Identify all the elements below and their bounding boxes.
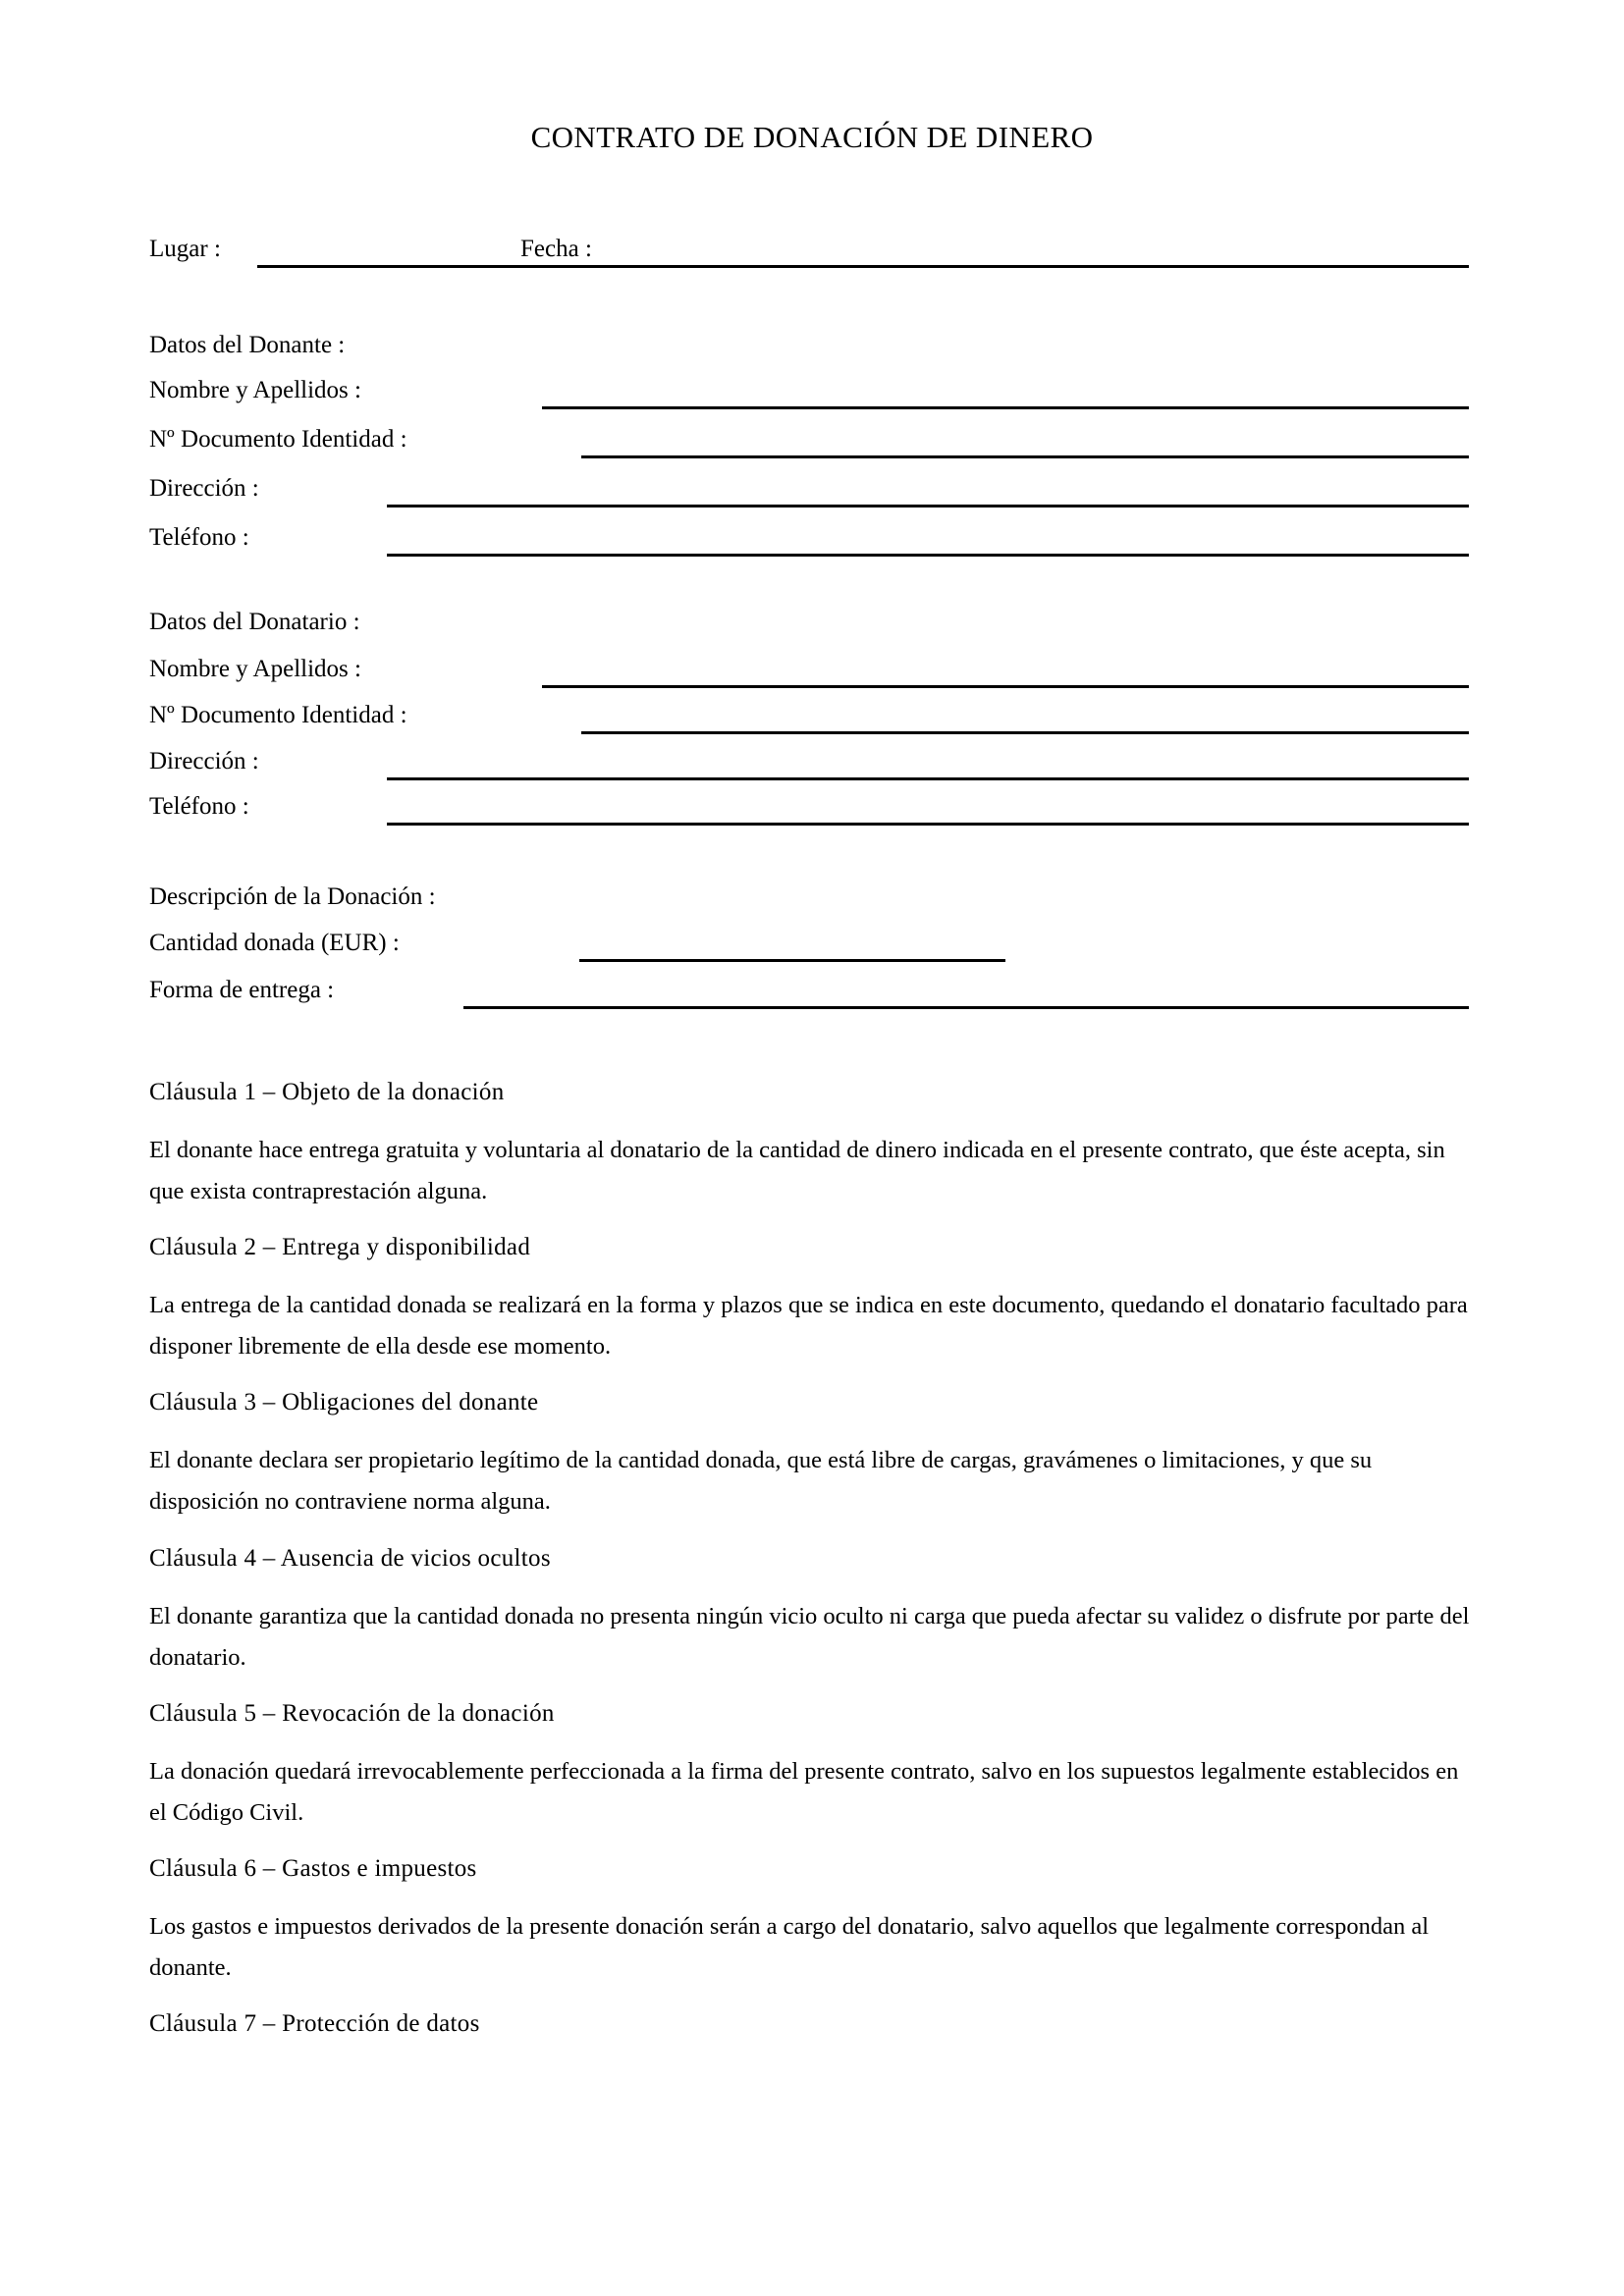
donante-documento-label: Nº Documento Identidad : — [149, 426, 407, 453]
clause-6-body: Los gastos e impuestos derivados de la presente donación serán a cargo del donatario, salvo aquellos que legalmente correspondan al donante. — [149, 1913, 1430, 1981]
fecha-label: Fecha : — [520, 236, 592, 262]
clause-2-body: La entrega de la cantidad donada se realizará en la forma y plazos que se indica en este documento, quedando el donatario facultado para disponer libremente de ella desde ese momento. — [149, 1292, 1468, 1360]
donatario-telefono-rule[interactable] — [387, 823, 1469, 826]
donatario-nombre-rule[interactable] — [542, 685, 1469, 688]
clause-4 — [149, 1546, 1473, 1679]
donatario-direccion-rule[interactable] — [387, 777, 1469, 780]
clause-4-heading: Cláusula 4 – Ausencia de vicios ocultos — [149, 1545, 551, 1572]
lugar-label: Lugar : — [149, 236, 221, 262]
donatario-documento-rule[interactable] — [581, 731, 1469, 734]
cantidad-donada-label: Cantidad donada (EUR) : — [149, 930, 400, 956]
clause-3-heading: Cláusula 3 – Obligaciones del donante — [149, 1389, 539, 1415]
donante-telefono-rule[interactable] — [387, 554, 1469, 557]
clause-5-body: La donación quedará irrevocablemente perfeccionada a la firma del presente contrato, salvo en los supuestos legalmente establecidos en el Código Civil. — [149, 1758, 1459, 1826]
donatario-telefono-label: Teléfono : — [149, 793, 249, 820]
clause-3 — [149, 1390, 1473, 1522]
forma-entrega-rule[interactable] — [463, 1006, 1469, 1009]
donatario-direccion-label: Dirección : — [149, 748, 259, 774]
clause-7-heading: Cláusula 7 – Protección de datos — [149, 2010, 480, 2037]
donante-direccion-rule[interactable] — [387, 505, 1469, 507]
donatario-nombre-label: Nombre y Apellidos : — [149, 656, 361, 682]
clause-1-body: El donante hace entrega gratuita y voluntaria al donatario de la cantidad de dinero indicada en el presente contrato, que éste acepta, sin que exista contraprestación alguna. — [149, 1137, 1445, 1204]
donante-documento-rule[interactable] — [581, 455, 1469, 458]
clause-7 — [149, 2011, 1473, 2061]
clause-6-heading: Cláusula 6 – Gastos e impuestos — [149, 1855, 477, 1882]
donante-section-label: Datos del Donante : — [149, 332, 346, 358]
cantidad-donada-rule[interactable] — [579, 959, 1005, 962]
clause-6 — [149, 1856, 1473, 1989]
donante-nombre-label: Nombre y Apellidos : — [149, 377, 361, 403]
clause-3-body: El donante declara ser propietario legítimo de la cantidad donada, que está libre de cargas, gravámenes o limitaciones, y que su disposición no contraviene norma alguna. — [149, 1447, 1373, 1515]
clause-1 — [149, 1080, 1473, 1212]
donante-nombre-rule[interactable] — [542, 406, 1469, 409]
fecha-input-rule[interactable] — [627, 265, 1469, 268]
clause-5 — [149, 1701, 1473, 1834]
clause-5-heading: Cláusula 5 – Revocación de la donación — [149, 1700, 555, 1727]
descripcion-section-label: Descripción de la Donación : — [149, 883, 436, 910]
donatario-section-label: Datos del Donatario : — [149, 609, 360, 635]
donante-direccion-label: Dirección : — [149, 475, 259, 502]
clause-1-heading: Cláusula 1 – Objeto de la donación — [149, 1079, 505, 1105]
donatario-documento-label: Nº Documento Identidad : — [149, 702, 407, 728]
clause-2 — [149, 1235, 1473, 1367]
forma-entrega-label: Forma de entrega : — [149, 977, 335, 1003]
clause-2-heading: Cláusula 2 – Entrega y disponibilidad — [149, 1234, 531, 1260]
page-title: CONTRATO DE DONACIÓN DE DINERO — [530, 120, 1094, 154]
clause-4-body: El donante garantiza que la cantidad donada no presenta ningún vicio oculto ni carga que pueda afectar su validez o disfrute por parte del donatario. — [149, 1603, 1470, 1671]
donante-telefono-label: Teléfono : — [149, 524, 249, 551]
